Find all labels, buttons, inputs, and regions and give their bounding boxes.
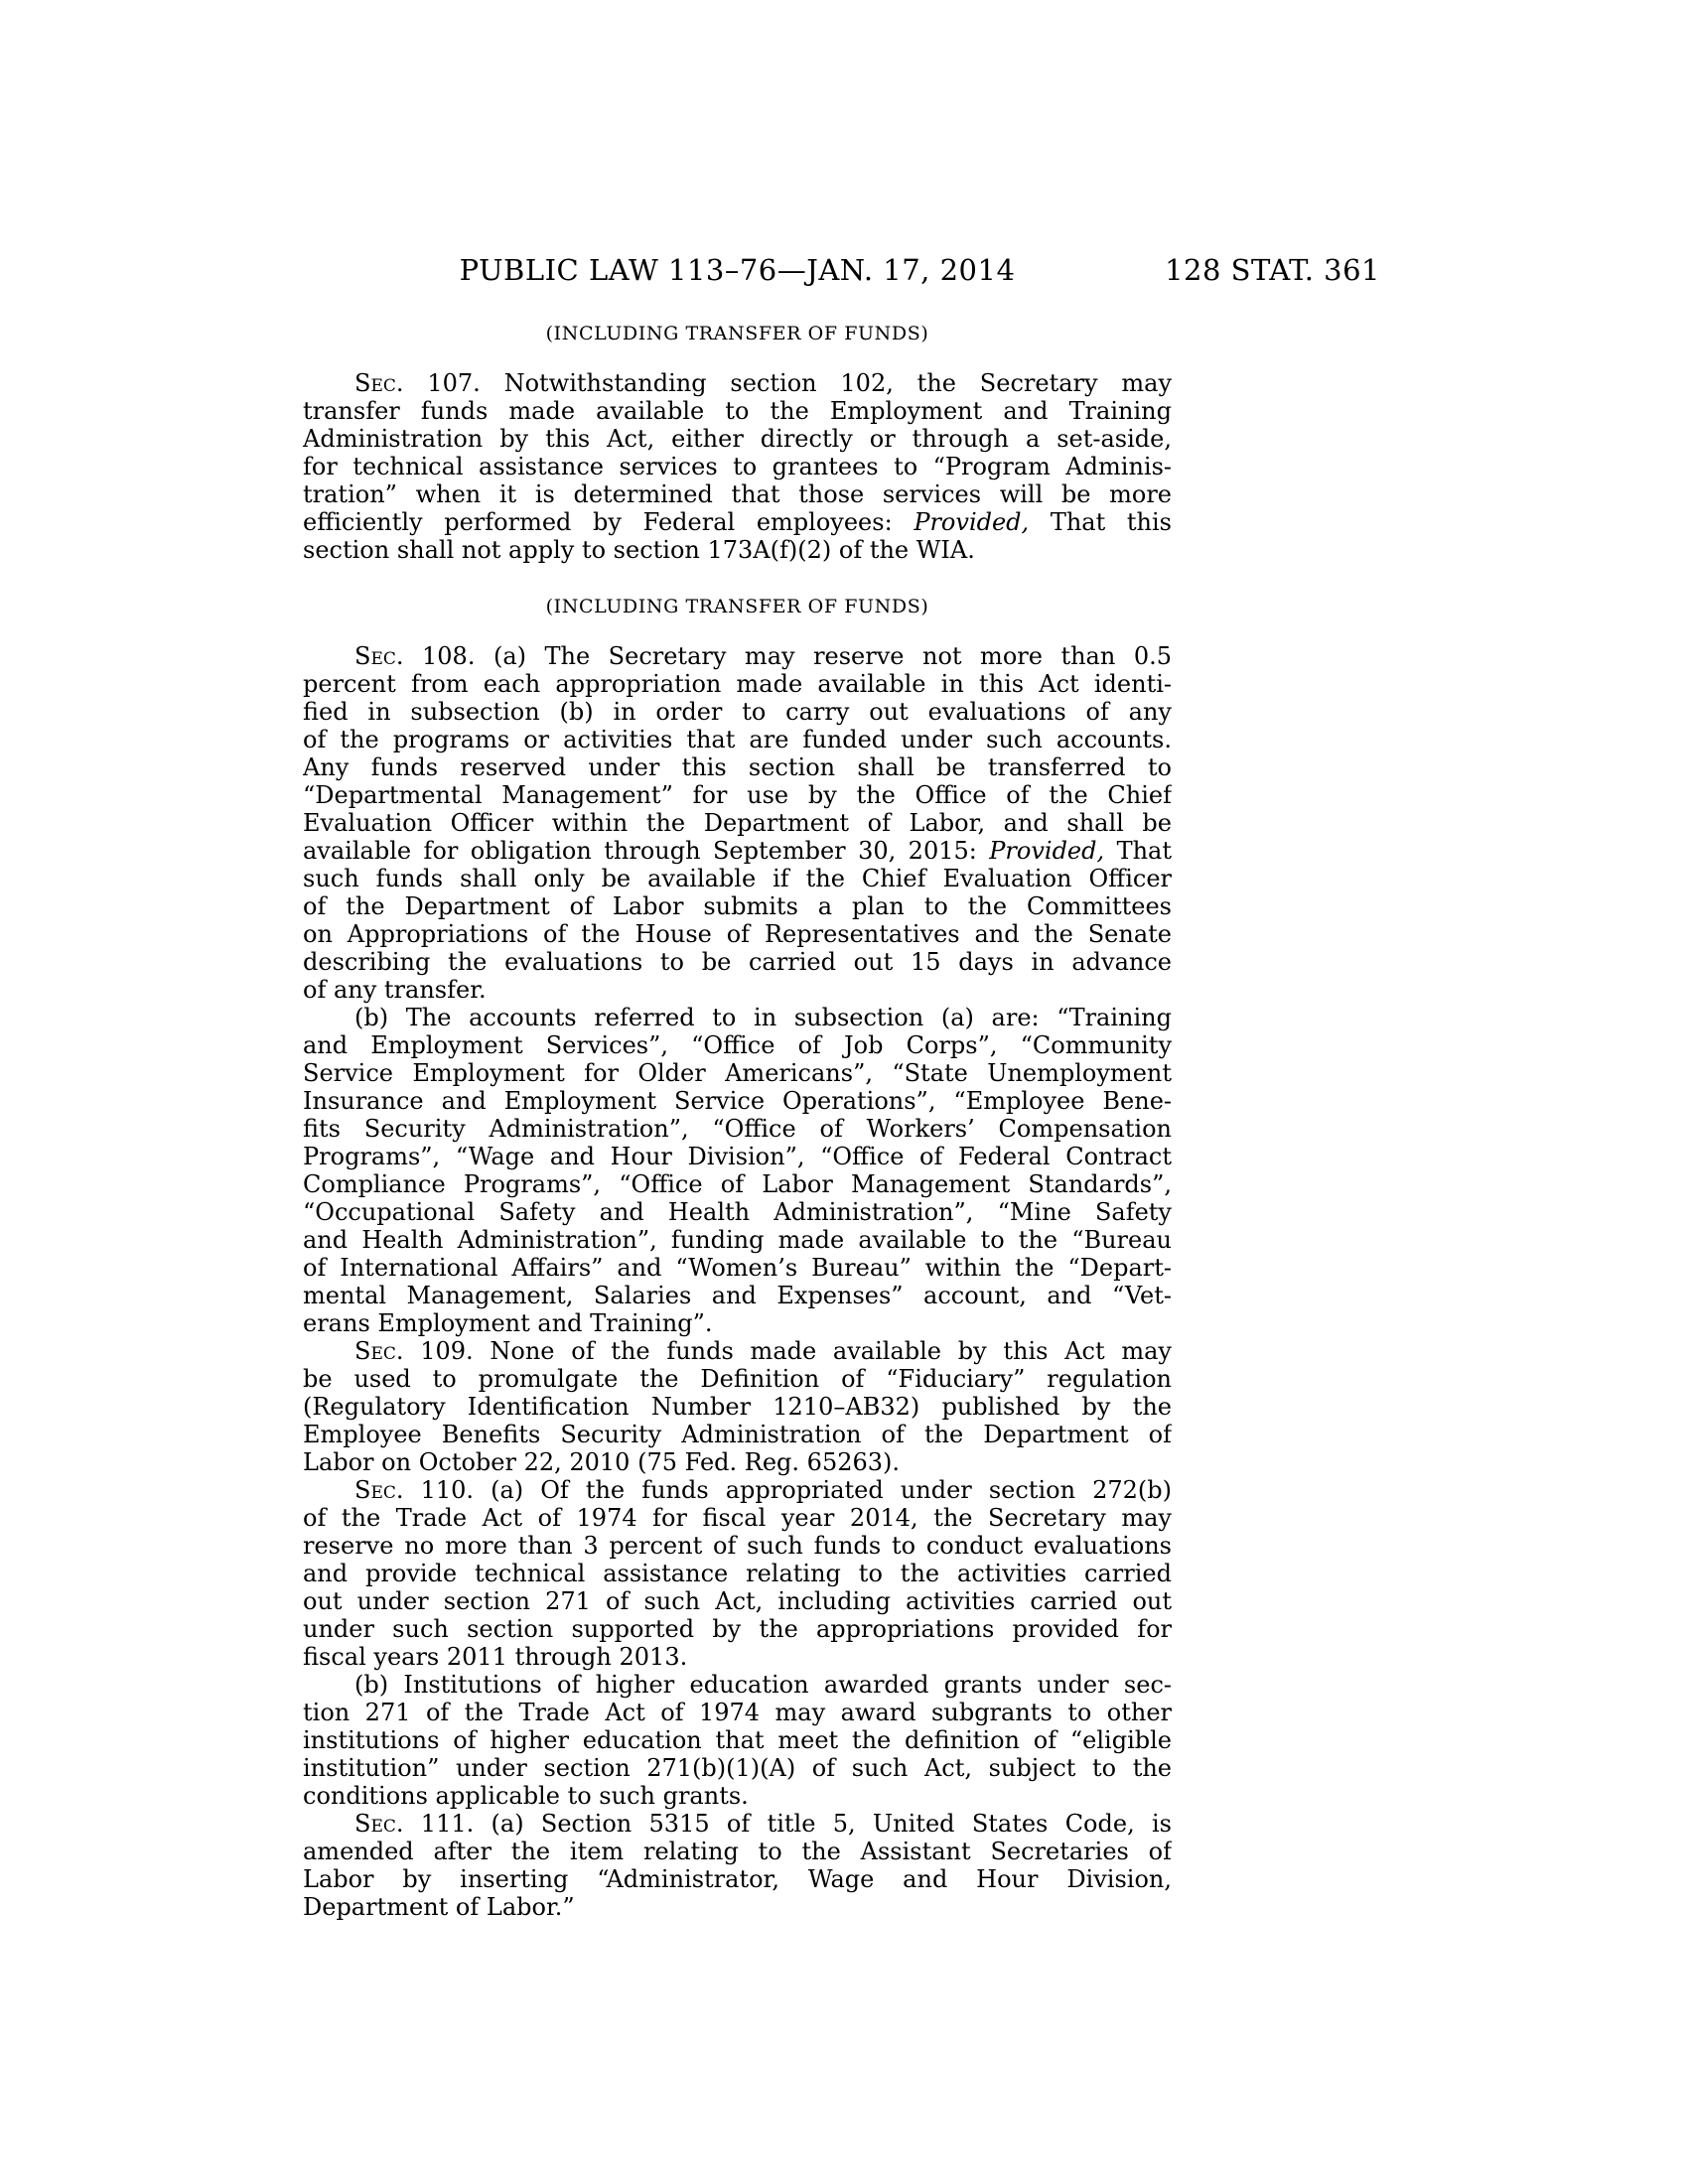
text-line — [303, 1337, 1172, 1365]
italic-run: Provided, — [989, 837, 1105, 865]
text-run: That this — [1029, 508, 1172, 536]
text-run: be used to promulgate the Definition of “Fiduciary” regulation — [303, 1365, 1172, 1393]
text-run: fits Security Administration”, “Office of Workers’ Compensation — [303, 1115, 1172, 1143]
text-run: (b) Institutions of higher education awarded grants under sec- — [354, 1671, 1172, 1699]
text-line — [303, 1893, 1172, 1921]
text-line — [303, 1671, 1172, 1699]
small-caps-run: Sec. — [354, 1476, 404, 1504]
text-run: percent from each appropriation made available in this Act identi- — [303, 670, 1172, 698]
text-run: of the programs or activities that are funded under such accounts. — [303, 726, 1172, 753]
text-run: out under section 271 of such Act, including activities carried out — [303, 1587, 1172, 1615]
text-line — [303, 425, 1172, 453]
text-line — [303, 1309, 1172, 1337]
document-body — [303, 324, 1172, 1921]
text-run: for technical assistance services to grantees to “Program Adminis- — [303, 453, 1172, 480]
text-line — [303, 1282, 1172, 1309]
text-line — [303, 1198, 1172, 1226]
text-line — [303, 1532, 1172, 1560]
text-line — [303, 1754, 1172, 1782]
italic-run: Provided, — [914, 508, 1030, 536]
text-run: That — [1104, 837, 1172, 865]
text-run: institution” under section 271(b)(1)(A) of such Act, subject to the — [303, 1754, 1172, 1782]
text-run: such funds shall only be available if the Chief Evaluation Officer — [303, 865, 1172, 892]
text-line — [303, 1448, 1172, 1476]
text-line — [303, 1393, 1172, 1421]
text-run: 111. (a) Section 5315 of title 5, United States Code, is — [403, 1810, 1172, 1838]
text-run: of the Trade Act of 1974 for fiscal year 2014, the Secretary may — [303, 1504, 1172, 1532]
text-line — [303, 809, 1172, 837]
text-run: mental Management, Salaries and Expenses” account, and “Vet- — [303, 1282, 1172, 1309]
text-line — [303, 781, 1172, 809]
section-heading: (INCLUDING TRANSFER OF FUNDS) — [545, 596, 929, 617]
page-header-law-title: PUBLIC LAW 113–76—JAN. 17, 2014 — [459, 253, 1016, 287]
text-line — [303, 453, 1172, 480]
text-run: amended after the item relating to the Assistant Secretaries of — [303, 1838, 1172, 1865]
text-line — [303, 1699, 1172, 1726]
text-run: section shall not apply to section 173A(f)(2) of the WIA. — [303, 536, 975, 564]
text-run: 109. None of the funds made available by this Act may — [403, 1337, 1172, 1365]
text-run: Employee Benefits Security Administration of the Department of — [303, 1421, 1172, 1448]
text-run: 107. Notwithstanding section 102, the Secretary may — [403, 369, 1172, 397]
text-line — [303, 837, 1172, 865]
text-line — [303, 1059, 1172, 1087]
text-run: Evaluation Officer within the Department of Labor, and shall be — [303, 809, 1172, 837]
section-heading: (INCLUDING TRANSFER OF FUNDS) — [545, 323, 929, 344]
text-line — [303, 1560, 1172, 1587]
text-run: institutions of higher education that meet the definition of “eligible — [303, 1726, 1172, 1754]
text-line — [303, 726, 1172, 753]
small-caps-run: Sec. — [354, 1337, 404, 1365]
text-run: 110. (a) Of the funds appropriated under section 272(b) — [403, 1476, 1172, 1504]
text-line — [303, 536, 1172, 564]
text-run: Compliance Programs”, “Office of Labor Management Standards”, — [303, 1170, 1172, 1198]
text-run: and Health Administration”, funding made available to the “Bureau — [303, 1226, 1172, 1254]
text-run: (b) The accounts referred to in subsection (a) are: “Training — [354, 1004, 1172, 1031]
text-run: Service Employment for Older Americans”, “State Unemployment — [303, 1059, 1172, 1087]
text-run: of any transfer. — [303, 976, 487, 1004]
text-run: fiscal years 2011 through 2013. — [303, 1643, 688, 1671]
text-run: on Appropriations of the House of Representatives and the Senate — [303, 920, 1172, 948]
text-line — [303, 1143, 1172, 1170]
small-caps-run: Sec. — [354, 1810, 404, 1838]
text-run: “Departmental Management” for use by the Office of the Chief — [303, 781, 1172, 809]
text-run: (Regulatory Identification Number 1210–AB32) published by the — [303, 1393, 1172, 1421]
text-line — [303, 1254, 1172, 1282]
text-line — [303, 1504, 1172, 1532]
text-line — [303, 1115, 1172, 1143]
text-run: Any funds reserved under this section shall be transferred to — [303, 753, 1172, 781]
text-run: Insurance and Employment Service Operations”, “Employee Bene- — [303, 1087, 1172, 1115]
text-line — [303, 1810, 1172, 1838]
text-line — [303, 1587, 1172, 1615]
text-line — [303, 948, 1172, 976]
text-run: Programs”, “Wage and Hour Division”, “Office of Federal Contract — [303, 1143, 1172, 1170]
text-line — [303, 976, 1172, 1004]
text-line — [303, 670, 1172, 698]
text-run: efficiently performed by Federal employees: — [303, 508, 914, 536]
text-run: tion 271 of the Trade Act of 1974 may award subgrants to other — [303, 1699, 1172, 1726]
text-line — [303, 1476, 1172, 1504]
text-line — [303, 1726, 1172, 1754]
text-line — [303, 1226, 1172, 1254]
text-line — [303, 892, 1172, 920]
small-caps-run: Sec. — [354, 369, 404, 397]
section-108-b — [303, 1004, 1172, 1337]
text-line — [303, 369, 1172, 397]
text-line — [303, 1838, 1172, 1865]
text-line — [303, 1615, 1172, 1643]
section-110-a — [303, 1476, 1172, 1671]
text-line — [303, 1643, 1172, 1671]
section-108-a — [303, 642, 1172, 1004]
section-111 — [303, 1810, 1172, 1921]
text-line — [303, 508, 1172, 536]
text-line — [303, 865, 1172, 892]
section-110-b — [303, 1671, 1172, 1810]
text-run: describing the evaluations to be carried out 15 days in advance — [303, 948, 1172, 976]
text-run: fied in subsection (b) in order to carry out evaluations of any — [303, 698, 1172, 726]
text-line — [303, 1170, 1172, 1198]
text-line — [303, 1865, 1172, 1893]
text-run: and provide technical assistance relating to the activities carried — [303, 1560, 1172, 1587]
text-run: conditions applicable to such grants. — [303, 1782, 749, 1810]
text-run: erans Employment and Training”. — [303, 1309, 713, 1337]
text-line — [303, 698, 1172, 726]
text-line — [303, 1087, 1172, 1115]
text-line — [303, 397, 1172, 425]
section-109 — [303, 1337, 1172, 1476]
small-caps-run: Sec. — [354, 642, 404, 670]
text-run: Labor on October 22, 2010 (75 Fed. Reg. 65263). — [303, 1448, 901, 1476]
text-line — [303, 1421, 1172, 1448]
text-run: of the Department of Labor submits a plan to the Committees — [303, 892, 1172, 920]
text-line — [303, 1004, 1172, 1031]
text-line — [303, 1782, 1172, 1810]
text-run: and Employment Services”, “Office of Job Corps”, “Community — [303, 1031, 1172, 1059]
text-line — [303, 920, 1172, 948]
text-run: 108. (a) The Secretary may reserve not more than 0.5 — [403, 642, 1172, 670]
page-header-stat-number: 128 STAT. 361 — [1165, 253, 1380, 287]
text-run: Labor by inserting “Administrator, Wage and Hour Division, — [303, 1865, 1172, 1893]
text-line — [303, 642, 1172, 670]
text-line — [303, 753, 1172, 781]
text-line — [303, 1365, 1172, 1393]
text-run: Department of Labor.” — [303, 1893, 575, 1921]
section-107 — [303, 369, 1172, 564]
text-line — [303, 1031, 1172, 1059]
text-run: tration” when it is determined that those services will be more — [303, 480, 1172, 508]
text-run: of International Affairs” and “Women’s Bureau” within the “Depart- — [303, 1254, 1172, 1282]
text-run: transfer funds made available to the Employment and Training — [303, 397, 1172, 425]
text-run: Administration by this Act, either directly or through a set-aside, — [303, 425, 1172, 453]
text-line — [303, 480, 1172, 508]
text-run: “Occupational Safety and Health Administration”, “Mine Safety — [303, 1198, 1172, 1226]
text-run: available for obligation through September 30, 2015: — [303, 837, 990, 865]
text-run: reserve no more than 3 percent of such funds to conduct evaluations — [303, 1532, 1172, 1560]
text-run: under such section supported by the appropriations provided for — [303, 1615, 1172, 1643]
